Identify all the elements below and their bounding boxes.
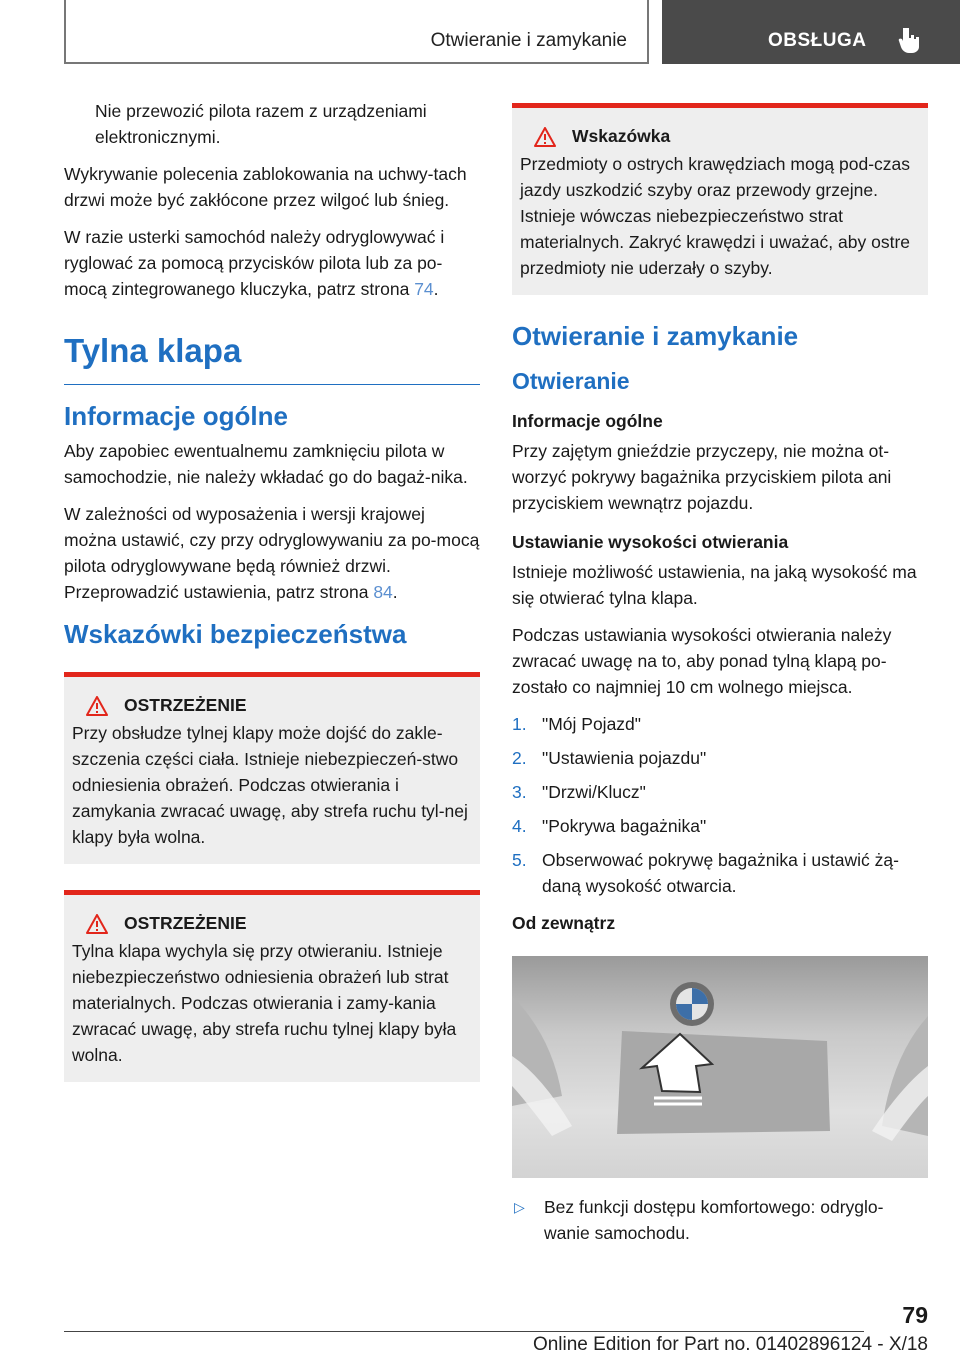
warning-title (72, 695, 472, 716)
list-item (512, 745, 928, 771)
warning-text: Tylna klapa wychyla się przy otwieraniu. Istnieje niebezpieczeństwo odniesienia obrażeń lub strat materialnych. Podczas otwierania i zamy-kania zwracać uwagę, aby strefa ruchu tylnej klapy była wolna. (72, 941, 457, 1065)
left-column (64, 98, 480, 1108)
section-heading: Wskazówki bezpieczeństwa (64, 619, 407, 649)
step-text: "Ustawienia pojazdu" (542, 748, 707, 768)
intro-indented-text: Nie przewozić pilota razem z urządzeniami elektronicznymi. (95, 101, 427, 147)
header-section-title: Otwieranie i zamykanie (430, 30, 627, 51)
page-reference-link[interactable]: 74 (414, 279, 434, 299)
chapter-tab (662, 0, 960, 64)
minor-heading: Ustawianie wysokości otwierania (512, 532, 789, 552)
warning-title-text: OSTRZEŻENIE (124, 913, 247, 933)
running-header (64, 0, 649, 64)
warning-title-text: OSTRZEŻENIE (124, 695, 247, 715)
list-item (512, 779, 928, 805)
warning-triangle-icon (534, 127, 556, 147)
warning-box (64, 890, 480, 1082)
minor-heading: Informacje ogólne (512, 411, 663, 431)
chapter-title: Tylna klapa (64, 332, 480, 385)
list-item (512, 813, 928, 839)
step-number: 3. (512, 782, 527, 802)
page-number: 79 (902, 1302, 928, 1328)
steps-list (512, 711, 928, 899)
note-title-text: Wskazówka (572, 126, 671, 146)
paragraph: W zależności od wyposażenia i wersji krajowej można ustawić, czy przy odryglowywaniu za po-mocą pilota odryglowywane będą również drzwi. Przeprowadzić ustawienia, patrz strona 84. (64, 504, 480, 602)
step-number: 1. (512, 714, 527, 734)
list-item (512, 711, 928, 737)
footer-divider (64, 1331, 864, 1332)
list-item (512, 847, 928, 899)
paragraph: Wykrywanie polecenia zablokowania na uchwy-tach drzwi może być zakłócone przez wilgoć lub śnieg. (64, 164, 467, 210)
warning-triangle-icon (86, 914, 108, 934)
paragraph: Aby zapobiec ewentualnemu zamknięciu pilota w samochodzie, nie należy wkładać go do bagaż-nika. (64, 441, 468, 487)
note-title (520, 126, 920, 147)
subsection-heading: Otwieranie (512, 368, 630, 394)
warning-box (64, 672, 480, 864)
chapter-tab-label: OBSŁUGA (768, 30, 867, 51)
step-number: 2. (512, 748, 527, 768)
footer-edition: Online Edition for Part no. 01402896124 - X/18 (532, 1334, 928, 1355)
step-number: 5. (512, 850, 527, 870)
section-heading: Informacje ogólne (64, 401, 288, 431)
note-box (512, 103, 928, 295)
step-text: Obserwować pokrywę bagażnika i ustawić żą-daną wysokość otwarcia. (542, 850, 899, 896)
step-text: "Mój Pojazd" (542, 714, 641, 734)
step-number: 4. (512, 816, 527, 836)
tailgate-illustration (512, 956, 928, 1178)
warning-triangle-icon (86, 696, 108, 716)
warning-text: Przy obsłudze tylnej klapy może dojść do zakle-szczenia części ciała. Istnieje niebezpieczeń-stwo odniesienia obrażeń. Podczas otwierania i zamykania zwracać uwagę, aby strefa ruchu tyl-nej klapy była wolna. (72, 723, 468, 847)
warning-title (72, 913, 472, 934)
section-heading: Otwieranie i zamykanie (512, 321, 799, 351)
step-text: "Pokrywa bagażnika" (542, 816, 707, 836)
hand-pointer-icon (898, 26, 922, 54)
page-reference-link[interactable]: 84 (373, 582, 393, 602)
paragraph: W razie usterki samochód należy odryglowywać i ryglować za pomocą przycisków pilota lub za po-mocą zintegrowanego kluczyka, patrz strona 74. (64, 227, 445, 299)
paragraph-text: W zależności od wyposażenia i wersji krajowej można ustawić, czy przy odryglowywaniu za po-mocą pilota odryglowywane będą również drzwi. Przeprowadzić ustawienia, patrz strona (64, 504, 480, 602)
minor-heading: Od zewnątrz (512, 913, 616, 933)
right-column (512, 103, 928, 1246)
paragraph: Istnieje możliwość ustawienia, na jaką wysokość ma się otwierać tylna klapa. (512, 562, 917, 608)
triangle-bullet-icon: ▷ (514, 1199, 525, 1215)
tailgate-photo (512, 956, 928, 1178)
paragraph: Przy zajętym gnieździe przyczepy, nie można ot-worzyć pokrywy bagażnika przyciskiem pilota ani przyciskiem wewnątrz pojazdu. (512, 441, 892, 513)
step-text: "Drzwi/Klucz" (542, 782, 646, 802)
note-text: Przedmioty o ostrych krawędziach mogą pod-czas jazdy uszkodzić szyby oraz przewody grzejne. Istnieje wówczas niebezpieczeństwo strat materialnych. Zakryć krawędzi i uważać, aby ostre przedmioty nie uderzały o szyby. (520, 154, 911, 278)
bullet-item (512, 1194, 928, 1246)
paragraph-text: W razie usterki samochód należy odryglowywać i ryglować za pomocą przycisków pilota lub za po-mocą zintegrowanego kluczyka, patrz strona (64, 227, 445, 299)
bullet-text: Bez funkcji dostępu komfortowego: odryglo-wanie samochodu. (544, 1197, 884, 1243)
paragraph: Podczas ustawiania wysokości otwierania należy zwracać uwagę na to, aby ponad tylną klapą po-zostało co najmniej 10 cm wolnego miejsca. (512, 625, 892, 697)
